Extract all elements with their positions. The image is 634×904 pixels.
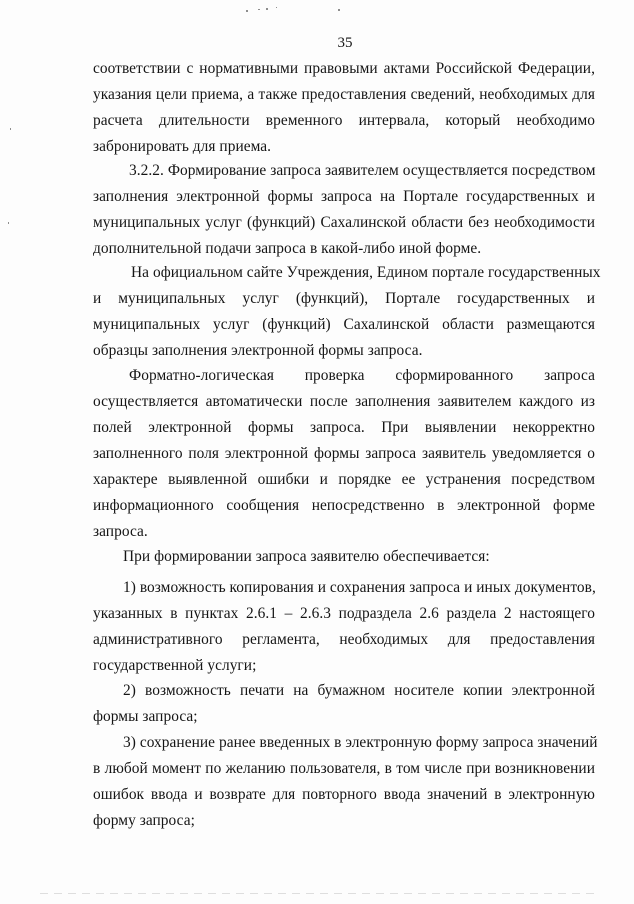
paragraph xyxy=(93,575,595,679)
text-line: 1) возможность копирования и сохранения запроса и иных документов, xyxy=(123,579,596,596)
text-line: При формировании запроса заявителю обеспечивается: xyxy=(123,548,490,565)
text-line: формы запроса; xyxy=(93,708,198,725)
text-line: полей электронной формы запроса. При выявлении некорректно xyxy=(93,419,595,436)
text-line: указанных в пунктах 2.6.1 – 2.6.3 подраздела 2.6 раздела 2 настоящего xyxy=(93,605,595,622)
scan-speck xyxy=(10,128,11,130)
paragraph xyxy=(93,260,601,364)
scan-speck xyxy=(338,9,340,11)
text-line: в любой момент по желанию пользователя, в том числе при возникновении xyxy=(93,760,595,777)
text-line: муниципальных услуг (функций) Сахалинской области без необходимости xyxy=(93,214,595,231)
text-line: заполненного поля электронной формы запроса заявитель уведомляется о xyxy=(93,445,595,462)
text-line: 3) сохранение ранее введенных в электронную форму запроса значений xyxy=(123,734,598,751)
scan-bottom-edge xyxy=(40,893,600,894)
text-line: 2) возможность печати на бумажном носителе копии электронной xyxy=(123,682,595,699)
scan-speck xyxy=(246,10,248,12)
text-line: административного регламента, необходимых для предоставления xyxy=(93,631,595,648)
scan-speck xyxy=(8,222,9,224)
text-line: осуществляется автоматически после заполнения заявителем каждого из xyxy=(93,393,595,410)
text-line: дополнительной подачи запроса в какой-либо иной форме. xyxy=(93,240,482,257)
text-line: забронировать для приема. xyxy=(93,138,272,155)
text-line: и муниципальных услуг (функций), Портале государственных и xyxy=(93,290,595,307)
text-line: Форматно-логическая проверка сформированного запроса xyxy=(129,367,595,384)
paragraph xyxy=(93,730,598,834)
paragraph xyxy=(93,678,595,730)
paragraph xyxy=(93,158,595,262)
text-line: государственной услуги; xyxy=(93,657,257,674)
paragraph xyxy=(93,544,595,570)
text-line: информационного сообщения непосредственно в электронной форме xyxy=(93,497,595,514)
scan-speck xyxy=(276,7,277,8)
text-line: указания цели приема, а также предоставления сведений, необходимых для xyxy=(93,86,595,103)
paragraph xyxy=(93,56,595,160)
text-line: расчета длительности временного интервала, который необходимо xyxy=(93,112,595,129)
scan-speck xyxy=(258,9,260,10)
text-line: На официальном сайте Учреждения, Едином портале государственных xyxy=(131,264,601,281)
text-line: характере выявленной ошибки и порядке ее устранения посредством xyxy=(93,471,595,488)
page-number: 35 xyxy=(337,35,353,51)
text-line: форму запроса; xyxy=(93,812,195,829)
text-line: 3.2.2. Формирование запроса заявителем осуществляется посредством xyxy=(129,162,596,179)
text-line: соответствии с нормативными правовыми актами Российской Федерации, xyxy=(93,60,595,77)
text-line: образцы заполнения электронной формы запроса. xyxy=(93,342,423,359)
text-line: запроса. xyxy=(93,523,148,540)
text-line: заполнения электронной формы запроса на Портале государственных и xyxy=(93,188,595,205)
text-line: ошибок ввода и возврате для повторного ввода значений в электронную xyxy=(93,786,595,803)
scan-speck xyxy=(266,8,268,10)
paragraph xyxy=(93,363,595,545)
text-line: муниципальных услуг (функций) Сахалинской области размещаются xyxy=(93,316,595,333)
